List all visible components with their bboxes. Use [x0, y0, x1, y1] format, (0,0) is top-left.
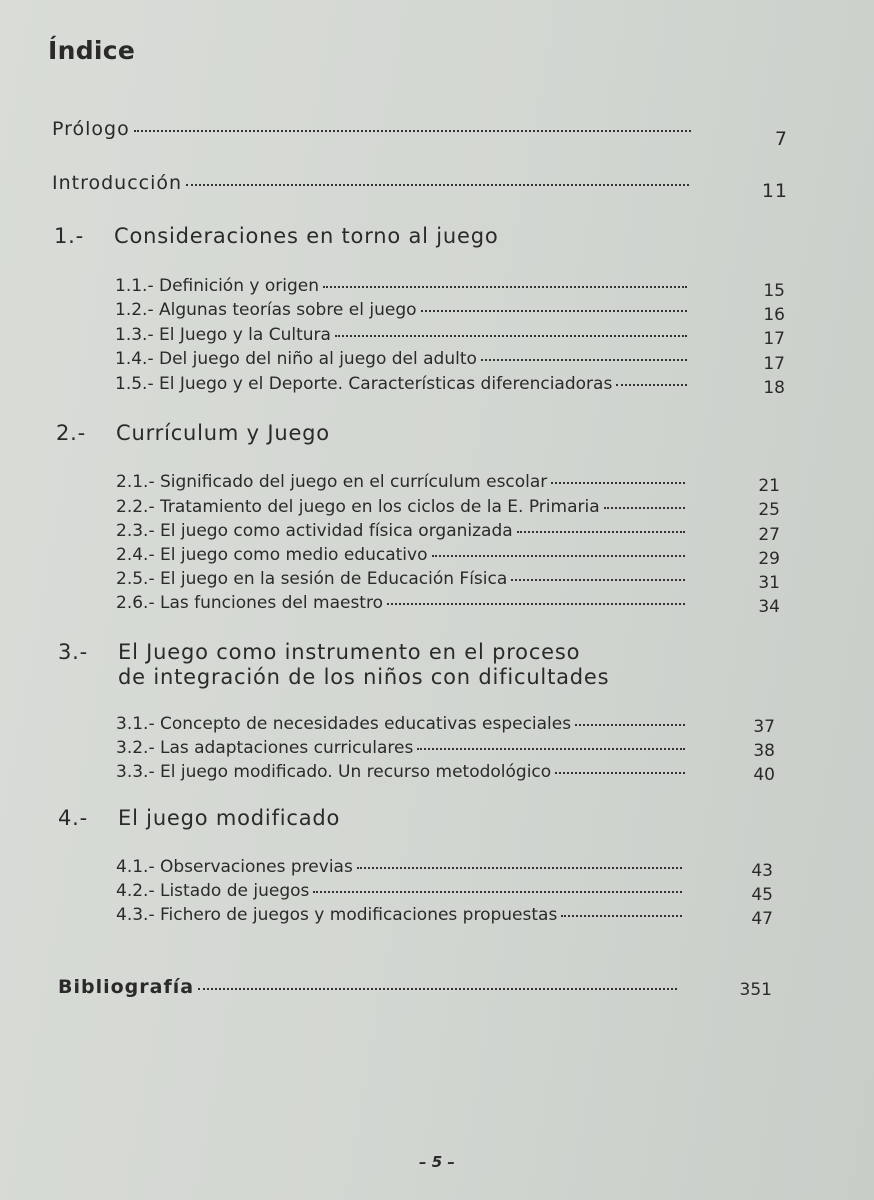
index-title: Índice: [48, 36, 136, 65]
dot-leader: [517, 530, 685, 533]
toc-page-number: 45: [751, 885, 773, 905]
chapter-number: 2.-: [56, 421, 87, 445]
toc-page-number: 21: [758, 476, 780, 496]
dot-leader: [421, 309, 687, 312]
toc-page-number: 17: [763, 354, 785, 374]
dot-leader: [551, 481, 685, 484]
toc-entry-prologo: [52, 118, 697, 140]
dot-leader: [511, 578, 685, 581]
toc-page-number: 27: [758, 525, 780, 545]
page-footer-number: – 5 –: [419, 1153, 455, 1171]
toc-entry: [115, 374, 693, 394]
toc-page-number: 25: [758, 500, 780, 520]
toc-entry-label: 4.3.- Fichero de juegos y modificaciones propuestas: [116, 905, 558, 925]
toc-entry-label: 1.3.- El Juego y la Cultura: [115, 325, 331, 345]
dot-leader: [616, 383, 687, 386]
toc-entry: [116, 738, 691, 758]
toc-page-number: 31: [758, 573, 780, 593]
toc-entry: [116, 569, 691, 589]
dot-leader: [575, 723, 685, 726]
toc-entry: [115, 349, 693, 369]
toc-page-number: 38: [753, 741, 775, 761]
chapter-1-heading: [54, 224, 499, 248]
toc-entry-label: Prólogo: [52, 118, 130, 140]
chapter-2-heading: [56, 421, 330, 445]
toc-entry: [116, 497, 691, 517]
chapter-3-heading: [58, 640, 609, 690]
toc-page-number: 16: [763, 305, 785, 325]
toc-page-number: 40: [753, 765, 775, 785]
chapter-number: 4.-: [58, 806, 89, 830]
dot-leader: [313, 890, 682, 893]
dot-leader: [357, 866, 682, 869]
toc-entry-label: 1.2.- Algunas teorías sobre el juego: [115, 300, 417, 320]
toc-entry-label: 1.1.- Definición y origen: [115, 276, 319, 296]
toc-entry: [116, 905, 688, 925]
toc-entry-label: 3.2.- Las adaptaciones curriculares: [116, 738, 414, 758]
dot-leader: [335, 334, 687, 337]
dot-leader: [604, 506, 685, 509]
toc-entry: [116, 593, 691, 613]
chapter-title: Consideraciones en torno al juego: [114, 224, 499, 248]
toc-entry: [116, 857, 688, 877]
dot-leader: [198, 987, 677, 990]
toc-page-number: 47: [751, 909, 773, 929]
toc-entry-label: 2.6.- Las funciones del maestro: [116, 593, 383, 613]
toc-page-number: 29: [758, 549, 780, 569]
toc-entry-label: 4.2.- Listado de juegos: [116, 881, 310, 901]
toc-page-number: 351: [739, 980, 772, 1000]
toc-entry-label: Bibliografía: [58, 976, 195, 998]
dot-leader: [417, 747, 685, 750]
toc-entry-label: 2.2.- Tratamiento del juego en los ciclos de la E. Primaria: [116, 497, 600, 517]
toc-entry: [116, 521, 691, 541]
dot-leader: [561, 914, 682, 917]
toc-page-number: 43: [751, 861, 773, 881]
toc-entry-label: 2.4.- El juego como medio educativo: [116, 545, 428, 565]
chapter-title-line-2: de integración de los niños con dificultades: [118, 665, 610, 689]
toc-entry-label: 4.1.- Observaciones previas: [116, 857, 353, 877]
toc-page-number: 15: [763, 281, 785, 301]
chapter-number: 1.-: [54, 224, 85, 248]
dot-leader: [186, 183, 689, 186]
dot-leader: [323, 285, 687, 288]
toc-page-number: 37: [753, 717, 775, 737]
toc-entry: [115, 325, 693, 345]
dot-leader: [432, 554, 686, 557]
toc-page-number: 34: [758, 597, 780, 617]
dot-leader: [387, 602, 685, 605]
toc-page-number: 17: [763, 329, 785, 349]
chapter-title: Currículum y Juego: [116, 421, 330, 445]
chapter-4-heading: [58, 806, 340, 830]
toc-entry-label: 2.1.- Significado del juego en el currículum escolar: [116, 472, 548, 492]
toc-entry: [116, 472, 691, 492]
toc-entry: [116, 545, 691, 565]
toc-page-number: 18: [763, 378, 785, 398]
chapter-title: El Juego como instrumento en el proceso: [118, 640, 581, 664]
toc-entry-label: Introducción: [52, 172, 183, 194]
chapter-title: El juego modificado: [118, 806, 341, 830]
toc-entry-label: 3.3.- El juego modificado. Un recurso metodológico: [116, 762, 552, 782]
toc-entry: [115, 276, 693, 296]
dot-leader: [481, 358, 687, 361]
toc-entry: [116, 762, 691, 782]
toc-entry-bibliografia: [58, 976, 683, 998]
toc-entry-label: 3.1.- Concepto de necesidades educativas especiales: [116, 714, 572, 734]
toc-entry-label: 1.5.- El Juego y el Deporte. Características diferenciadoras: [115, 374, 613, 394]
toc-entry-label: 1.4.- Del juego del niño al juego del adulto: [115, 349, 477, 369]
toc-entry-label: 2.3.- El juego como actividad física organizada: [116, 521, 513, 541]
chapter-number: 3.-: [58, 640, 89, 664]
dot-leader: [134, 129, 691, 132]
toc-entry: [115, 300, 693, 320]
dot-leader: [555, 771, 685, 774]
toc-page-number: 7: [774, 128, 788, 150]
toc-entry: [116, 881, 688, 901]
toc-page-number: 11: [761, 180, 788, 202]
toc-entry-label: 2.5.- El juego en la sesión de Educación Física: [116, 569, 508, 589]
toc-entry: [116, 714, 691, 734]
toc-entry-introduccion: [52, 172, 695, 194]
